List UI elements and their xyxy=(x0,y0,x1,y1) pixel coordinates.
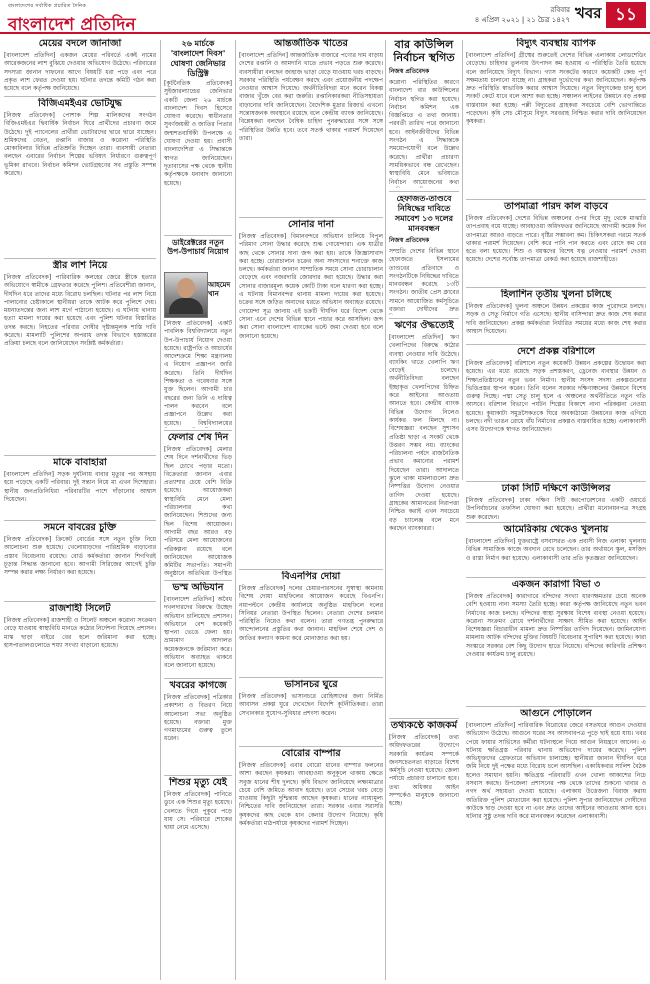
byline: নিজস্ব প্রতিবেদক xyxy=(389,237,430,244)
article-rule xyxy=(389,191,459,192)
headline: মাকে বাবাহারা xyxy=(53,457,107,468)
logo xyxy=(8,3,136,40)
article-body: [বাংলাদেশ প্রতিদিন] অবৈধ দখলদারদের বিরুদ্ধে উচ্ছেদ অভিযান চালিয়েছে প্রশাসন। অভিযানে বেশ কয়েকটি স্থাপনা ভেঙে ফেলা হয়। ভ্রাম্যমাণ আদালত কয়েকজনকে জরিমানা করে। অভিযান অব্যাহত থাকবে বলে জানানো হয়েছে। xyxy=(164,596,232,670)
article-body: [নিজস্ব প্রতিবেদক] ভাসানচরে রোহিঙ্গাদের জন্য নির্মিত আবাসন প্রকল্প ঘুরে দেখেছেন বিদেশি কূটনীতিকরা। তারা সেখানকার সুযোগ-সুবিধার প্রশংসা করেন। xyxy=(239,693,383,717)
article-body: [নিজস্ব প্রতিবেদক] রাজশাহী ও সিলেট অঞ্চলে করোনা সংক্রমণ বেড়ে যাওয়ায় স্বাস্থ্যবিধি মানতে কঠোর নির্দেশনা দিয়েছে প্রশাসন। মাস্ক ছাড়া বাইরে বের হলে জরিমানা করা হচ্ছে। হাসপাতালগুলোতে শয্যা সংখ্যা বাড়ানো হয়েছে। xyxy=(4,617,156,649)
article-rule xyxy=(466,577,646,578)
article xyxy=(466,38,646,196)
article-body: [বাংলাদেশ প্রতিদিন] গ্রীষ্মের শুরুতেই দেশের বিভিন্ন এলাকায় লোডশেডিং বেড়েছে। চাহিদার তুলনায় উৎপাদন কম হওয়ায় এ পরিস্থিতি তৈরি হয়েছে বলে জানিয়েছে বিদ্যুৎ বিভাগ। গ্যাস সংকটের কারণে কয়েকটি কেন্দ্র পূর্ণ সক্ষমতায় চালানো যাচ্ছে না। গ্রাহকরা দুর্ভোগের কথা জানিয়েছেন। কর্তৃপক্ষ দ্রুত পরিস্থিতি স্বাভাবিক করার আশ্বাস দিয়েছে। নতুন বিদ্যুৎকেন্দ্র চালু হলে সংকট কেটে যাবে বলে আশা করা হচ্ছে। সঞ্চালন লাইনের উন্নয়নে বড় প্রকল্প বাস্তবায়ন করা হচ্ছে। পল্লী বিদ্যুতের গ্রাহকরা সবচেয়ে বেশি ভোগান্তিতে পড়েছেন। কৃষি সেচ মৌসুমে বিদ্যুৎ সরবরাহ নিশ্চিত করার দাবি জানিয়েছেন কৃষকরা। xyxy=(466,52,646,126)
section-title: খবর xyxy=(575,4,602,22)
headline: বিজিএমইএর ভোটযুদ্ধ xyxy=(38,98,122,109)
headline: বিদ্যুৎ ব্যবস্থায় ব্যাপক xyxy=(516,38,596,49)
article-rule xyxy=(4,601,156,602)
article-body: [নিজস্ব প্রতিবেদক] বরিশালে নতুন কয়েকটি উন্নয়ন প্রকল্পের উদ্বোধন করা হয়েছে। এর মধ্যে রয়েছে সড়ক প্রশস্তকরণ, ড্রেনেজ ব্যবস্থার উন্নয়ন ও শিক্ষাপ্রতিষ্ঠানের নতুন ভবন নির্মাণ। স্থানীয় সংসদ সদস্য প্রকল্পগুলোর ভিত্তিপ্রস্তর স্থাপন করেন। তিনি বলেন সরকার দক্ষিণাঞ্চলের উন্নয়নে বিশেষ গুরুত্ব দিচ্ছে। পদ্মা সেতু চালু হলে এ অঞ্চলের অর্থনীতিতে নতুন গতি আসবে। বরিশাল বিভাগে পর্যটন শিল্পের বিকাশে নানা পরিকল্পনা নেওয়া হয়েছে। কুয়াকাটা সমুদ্রসৈকতকে ঘিরে অবকাঠামো উন্নয়নের কাজ এগিয়ে চলছে। নদী ভাঙন রোধে বাঁধ নির্মাণের প্রকল্পও বাস্তবায়িত হচ্ছে। এলাকাবাসী এসব উদ্যোগকে স্বাগত জানিয়েছেন। xyxy=(466,360,646,434)
headline: আগুনে পোড়ালেন xyxy=(520,708,592,719)
article-rule xyxy=(389,718,459,719)
headline: তাপমাত্রা পারদ কাল বাড়বে xyxy=(504,201,608,212)
article-rule xyxy=(389,318,459,319)
headline: শিশুর মৃত্যু যেই xyxy=(169,777,227,788)
article-body: [নিজস্ব প্রতিবেদক] কারাগারে বন্দিদের সংখ্যা ধারণক্ষমতার চেয়ে অনেক বেশি হওয়ায় নানা সমস্যা তৈরি হচ্ছে। কারা কর্তৃপক্ষ জানিয়েছে নতুন ভবন নির্মাণের কাজ চলছে। বন্দিদের স্বাস্থ্য সুরক্ষায় বিশেষ ব্যবস্থা নেওয়া হয়েছে। করোনা সংক্রমণ রোধে দর্শনার্থীদের সাক্ষাৎ সীমিত করা হয়েছে। আইন বিশেষজ্ঞরা বিচারাধীন মামলা দ্রুত নিষ্পত্তির তাগিদ দিয়েছেন। জামিনযোগ্য মামলায় আটক বন্দিদের মুক্তির বিষয়টি বিবেচনার সুপারিশ করা হয়েছে। কারা সংস্কারে সরকার বেশ কিছু উদ্যোগ হাতে নিয়েছে। বন্দিদের কারিগরি প্রশিক্ষণ দেওয়ার কার্যক্রম চালু রয়েছে। xyxy=(466,593,646,659)
column-rule xyxy=(160,40,161,980)
article-rule xyxy=(239,569,383,570)
headline: ঋণের ঔদ্ধত্যেই xyxy=(394,320,454,331)
article-body: [কূটনৈতিক প্রতিবেদক] সুইজারল্যান্ডের জেনিভার একটি জেলা ২৬ মার্চকে বাংলাদেশ দিবস হিসেবে ঘোষণা করেছে। স্বাধীনতার সুবর্ণজয়ন্তী ও জাতির পিতার জন্মশতবার্ষিকী উপলক্ষে এ ঘোষণা দেওয়া হয়। প্রবাসী বাংলাদেশিরা এ সিদ্ধান্তকে স্বাগত জানিয়েছেন। দূতাবাসের পক্ষ থেকে স্থানীয় কর্তৃপক্ষকে ধন্যবাদ জানানো হয়েছে। xyxy=(164,80,232,187)
headline: সমনে বাবরের চুক্তি xyxy=(43,522,117,533)
date-label: ৪ এপ্রিল ২০২১ | ২১ চৈত্র ১৪২৭ xyxy=(474,16,570,24)
article xyxy=(4,260,156,452)
article-body: [নিজস্ব প্রতিবেদক] পত্রিকার প্রকাশনা ও বিতরণ নিয়ে আলোচনা সভা অনুষ্ঠিত হয়েছে। বক্তারা মুক্ত গণমাধ্যমের গুরুত্ব তুলে ধরেন। xyxy=(164,694,232,743)
article-body: [নিজস্ব প্রতিবেদক] দলের চেয়ারপারসনের সুস্বাস্থ্য কামনায় বিশেষ দোয়া মাহফিলের আয়োজন করেছে বিএনপি। নয়াপল্টনে কেন্দ্রীয় কার্যালয়ে অনুষ্ঠিত মাহফিলে দলের সিনিয়র নেতারা উপস্থিত ছিলেন। নেতারা দেশের চলমান পরিস্থিতি নিয়েও কথা বলেন। তারা গণতন্ত্র পুনরুদ্ধারে আন্দোলনের প্রস্তুতির কথা জানান। মাহফিল শেষে দেশ ও জাতির কল্যাণ কামনা করে মোনাজাত করা হয়। xyxy=(239,585,383,642)
article-body: [নিজস্ব প্রতিবেদক] পোশাক শিল্প মালিকদের সংগঠন বিজিএমইএর দ্বিবার্ষিক নির্বাচন ঘিরে প্রার্থীদের প্রচারণা জমে উঠেছে। দুই প্যানেলের প্রার্থীরা ভোটারদের দ্বারে দ্বারে যাচ্ছেন। শ্রমিকদের বেতন, রপ্তানি বাজার ও করোনা পরিস্থিতি মোকাবিলার বিভিন্ন প্রতিশ্রুতি দিচ্ছেন তারা। ব্যবসায়ী নেতারা বলছেন এবারের নির্বাচন শিল্পের ভবিষ্যৎ নির্ধারণে গুরুত্বপূর্ণ ভূমিকা রাখবে। নির্বাচন কমিশন ভোটগ্রহণের সব প্রস্তুতি সম্পন্ন করেছে। xyxy=(4,112,156,178)
page-number: ১১ xyxy=(606,2,646,28)
photo-shoulders xyxy=(169,298,203,314)
column-rule xyxy=(235,40,236,980)
article-rule xyxy=(466,481,646,482)
headline: বার কাউন্সিল নির্বাচন স্থগিত xyxy=(393,38,455,64)
article xyxy=(4,603,156,980)
article xyxy=(164,777,232,980)
headline: ২৬ মার্চকে 'বাংলাদেশ দিবস' ঘোষণা জেনিভার ডিস্ট্রিক্ট xyxy=(170,38,226,78)
headline: তথ্যকণ্ঠে কাজকর্ম xyxy=(390,720,458,731)
article-rule xyxy=(239,746,383,747)
article-rule xyxy=(164,580,232,581)
headline: স্ত্রীর লাশ নিয়ে xyxy=(52,260,108,271)
article xyxy=(239,748,383,980)
article xyxy=(389,193,459,315)
article-heading xyxy=(164,238,232,268)
article-body: [বাংলাদেশ প্রতিদিন] যুক্তরাষ্ট্রে বসবাসরত এক প্রবাসী নিজ এলাকা খুলনায় বিভিন্ন সামাজিক কাজে অবদান রেখে চলেছেন। তার অর্থায়নে স্কুল, মসজিদ ও রাস্তা নির্মাণ করা হয়েছে। এলাকাবাসী তার প্রতি কৃতজ্ঞতা জানিয়েছেন। xyxy=(466,538,646,562)
article-body: [নিজস্ব প্রতিবেদক] খুলনা অঞ্চলে উন্নয়ন প্রকল্পের কাজ পুরোদমে চলছে। সড়ক ও সেতু নির্মাণে গতি এসেছে। স্থানীয় বাসিন্দারা দ্রুত কাজ শেষ করার দাবি জানিয়েছেন। প্রকল্প কর্মকর্তারা নির্ধারিত সময়ের মধ্যে কাজ শেষ করার আশ্বাস দিয়েছেন। xyxy=(466,303,646,335)
article xyxy=(389,38,459,188)
masthead xyxy=(0,0,650,34)
article xyxy=(239,679,383,743)
article-body: [নিজস্ব প্রতিবেদক] পারিবারিক কলহের জেরে স্ত্রীকে হত্যার অভিযোগে স্বামীকে গ্রেফতার করেছে পুলিশ। প্রতিবেশীরা জানান, দীর্ঘদিন ধরে তাদের মধ্যে বিরোধ চলছিল। ঘটনার পর লাশ নিয়ে পালানোর চেষ্টাকালে স্থানীয়রা তাকে আটক করে পুলিশে দেয়। ময়নাতদন্তের জন্য লাশ মর্গে পাঠানো হয়েছে। এ ঘটনায় থানায় হত্যা মামলা দায়ের করা হয়েছে এবং পুলিশ ঘটনার বিস্তারিত তদন্ত করছে। নিহতের পরিবার দোষীর দৃষ্টান্তমূলক শাস্তি দাবি করেছে। মামলাটি পুলিশের অপরাধ তদন্ত বিভাগে হস্তান্তরের প্রক্রিয়া চলছে বলে জানিয়েছেন সংশ্লিষ্ট কর্মকর্তারা। xyxy=(4,274,156,348)
article xyxy=(164,680,232,772)
article xyxy=(164,582,232,676)
article-body: [নিজস্ব প্রতিবেদক] ক্রিকেট বোর্ডের সঙ্গে নতুন চুক্তি নিয়ে আলোচনা শুরু হয়েছে। খেলোয়াড়দের পারিশ্রমিক বাড়ানোর প্রস্তাব বিবেচনায় রয়েছে। বোর্ড কর্মকর্তারা জানান শিগগিরই চূড়ান্ত সিদ্ধান্ত জানানো হবে। আগামী সিরিজের আগেই চুক্তি সম্পন্ন করার লক্ষ্য নির্ধারণ করা হয়েছে। xyxy=(4,536,156,577)
article-rule xyxy=(4,96,156,97)
article xyxy=(466,579,646,703)
article xyxy=(466,201,646,284)
article-rule xyxy=(4,258,156,259)
headline: একজন কারাগা বিভা ৩ xyxy=(511,579,601,590)
article-body: সম্প্রতি দেশের বিভিন্ন স্থানে হেফাজতে ইসলামের তাণ্ডবের প্রতিবাদে ও সংগঠনটিকে নিষিদ্ধের দাবিতে মানববন্ধন করেছে ১৩টি সংগঠন। জাতীয় প্রেস ক্লাবের সামনে আয়োজিত কর্মসূচিতে বক্তারা দোষীদের দ্রুত xyxy=(389,248,459,314)
article xyxy=(466,289,646,341)
article-body: [নিজস্ব প্রতিবেদক] একটি পাবলিক বিশ্ববিদ্যালয়ে নতুন উপ-উপাচার্য নিয়োগ দেওয়া হয়েছে। রাষ্ট্রপতি ও আচার্যের আদেশক্রমে শিক্ষা মন্ত্রণালয় এ নিয়োগ প্রজ্ঞাপন জারি করেছে। তিনি দীর্ঘদিন শিক্ষকতা ও গবেষণার সঙ্গে যুক্ত ছিলেন। আগামী চার বছরের জন্য তিনি এ দায়িত্ব পালন করবেন বলে প্রজ্ঞাপনে উল্লেখ করা হয়েছে। বিশ্ববিদ্যালয়ের xyxy=(164,320,232,427)
article-body: [নিজস্ব প্রতিবেদক] তথ্য অধিদফতরের উদ্যোগে সরকারি কার্যক্রম সম্পর্কে জনসচেতনতা বাড়াতে বিশেষ কর্মসূচি নেওয়া হয়েছে। জেলা পর্যায়ে প্রচারণা চালানো হবে। তথ্য অধিকার আইন সম্পর্কেও মানুষকে জানানো হচ্ছে। xyxy=(389,734,459,808)
article-rule xyxy=(4,455,156,456)
article-body: [নিজস্ব প্রতিবেদক] মেলার শেষ দিনে দর্শনার্থীদের ভিড় ছিল চোখে পড়ার মতো। বিক্রেতারা জানান এবার প্রত্যাশার চেয়ে বেশি বিক্রি হয়েছে। আয়োজকরা স্বাস্থ্যবিধি মেনে মেলা পরিচালনার কথা জানিয়েছেন। শিশুদের জন্য ছিল বিশেষ আয়োজন। আগামী বছর আরও বড় পরিসরে মেলা আয়োজনের পরিকল্পনা রয়েছে বলে জানিয়েছেন আয়োজক কমিটির সভাপতি। সমাপনী অনুষ্ঠানে অতিথিরা উপস্থিত xyxy=(164,446,232,578)
headline: রাজশাহী সিলেট xyxy=(49,603,111,614)
headline: দেশে প্রকল্প বরিশালে xyxy=(517,346,595,357)
article xyxy=(466,524,646,574)
article-body: [বাংলাদেশ প্রতিদিন] ঋণ খেলাপিদের বিরুদ্ধে কঠোর ব্যবস্থা নেওয়ার দাবি উঠেছে। ব্যাংকিং খাতে খেলাপি ঋণ বেড়েই চলেছে। অর্থনীতিবিদরা বলছেন ইচ্ছাকৃত খেলাপিদের চিহ্নিত করে আইনের আওতায় আনতে হবে। কেন্দ্রীয় ব্যাংক বিভিন্ন উদ্যোগ নিলেও কার্যকর ফল মিলছে না। বিশেষজ্ঞরা বলছেন সুশাসন প্রতিষ্ঠা ছাড়া এ সংকট থেকে উত্তরণ সম্ভব নয়। ব্যাংকের পরিচালনা পর্ষদে রাজনৈতিক প্রভাব কমানোর পরামর্শ দিয়েছেন তারা। আদালতে ঝুলে থাকা মামলাগুলো দ্রুত নিষ্পত্তির উদ্যোগ নেওয়ার তাগিদ দেওয়া হয়েছে। গ্রাহকের আমানতের নিরাপত্তা নিশ্চিত করাই এখন সবচেয়ে বড় চ্যালেঞ্জ বলে মনে করছেন ব্যাংকাররা। xyxy=(389,334,459,532)
article xyxy=(164,38,232,232)
headline: সোনার দানা xyxy=(287,219,334,230)
logo-tagline: বাংলাদেশের সর্বাধিক প্রচারিত দৈনিক xyxy=(8,3,87,9)
article-body: করোনা পরিস্থিতির কারণে বাংলাদেশ বার কাউন্সিলের নির্বাচন স্থগিত করা হয়েছে। নির্বাচন কমিশন এক বিজ্ঞপ্তিতে এ তথ্য জানায়। পরবর্তী তারিখ পরে জানানো হবে। আইনজীবীদের বিভিন্ন সংগঠন এ সিদ্ধান্তকে সময়োপযোগী বলে উল্লেখ করেছে। প্রার্থীরা প্রচারণা সাময়িকভাবে বন্ধ রেখেছেন। স্বাস্থ্যবিধি মেনে ভবিষ্যতে নির্বাচন আয়োজনের কথা xyxy=(389,79,459,186)
article-rule xyxy=(239,677,383,678)
author-name: আহমেদ খান xyxy=(208,280,231,298)
dateline xyxy=(450,5,570,25)
article-body: [নিজস্ব প্রতিবেদক] এবার বোরো ধানের বাম্পার ফলনের আশা করছেন কৃষকরা। আবহাওয়া অনুকূলে থাকায় ক্ষেতে সবুজ ধানের শীষ দুলছে। কৃষি বিভাগ জানিয়েছে লক্ষ্যমাত্রার চেয়ে বেশি জমিতে আবাদ হয়েছে। তবে সেচের খরচ বেড়ে যাওয়ায় কিছুটা দুশ্চিন্তায় আছেন কৃষকরা। ধানের ন্যায্যমূল্য নিশ্চিতের দাবি জানিয়েছেন তারা। সরকার এবার সরাসরি কৃষকদের কাছ থেকে ধান কেনার উদ্যোগ নিয়েছে। কৃষি কর্মকর্তারা মাঠপর্যায়ে কৃষকদের পরামর্শ দিচ্ছেন। xyxy=(239,762,383,828)
headline: ভাসানচর ঘুরে xyxy=(284,679,338,690)
article-body: [নিজস্ব প্রতিবেদক] ঢাকা দক্ষিণ সিটি করপোরেশনের একটি ওয়ার্ডে উপনির্বাচনের তফসিল ঘোষণা করা হয়েছে। প্রার্থীরা মনোনয়নপত্র সংগ্রহ শুরু করেছেন। xyxy=(466,497,646,519)
article xyxy=(164,320,232,428)
article-body: [নিজস্ব প্রতিবেদক] দেশের বিভিন্ন অঞ্চলের ওপর দিয়ে মৃদু থেকে মাঝারি তাপপ্রবাহ বয়ে যাচ্ছে। আবহাওয়া অধিদফতর জানিয়েছে আগামী কয়েক দিন তাপমাত্রা আরও বাড়তে পারে। বৃষ্টির সম্ভাবনা কম। চিকিৎসকরা গরমে সতর্ক থাকার পরামর্শ দিয়েছেন। বেশি করে পানি পান করতে এবং রোদে কম বের হতে বলা হয়েছে। শিশু ও বয়স্কদের বিশেষ যত্ন নেওয়ার পরামর্শ দেওয়া হয়েছে। দেশের সর্বোচ্চ তাপমাত্রা রেকর্ড করা হয়েছে রাজশাহীতে। xyxy=(466,215,646,264)
article xyxy=(4,38,156,94)
headline: বিএনপির দোয়া xyxy=(281,571,341,582)
headline: মেয়ের বদলে জানাজা xyxy=(38,38,122,49)
article xyxy=(239,38,383,214)
headline: হিলাশিন তৃতীয় খুলনা চলিছে xyxy=(500,289,612,300)
headline: ডাইরেক্টরের নতুন উপ-উপাচার্য নিয়োগ xyxy=(167,238,229,256)
article xyxy=(389,320,459,715)
article xyxy=(4,457,156,517)
byline: নিজস্ব প্রতিবেদক xyxy=(389,68,430,75)
article xyxy=(466,346,646,478)
article-body: [বাংলাদেশ প্রতিদিন] সড়ক দুর্ঘটনায় বাবার মৃত্যুর পর অসহায় হয়ে পড়েছে একটি পরিবার। দুই সন্তান নিয়ে মা এখন দিশেহারা। স্থানীয় জনপ্রতিনিধিরা পরিবারটির পাশে দাঁড়ানোর আশ্বাস দিয়েছেন। xyxy=(4,471,156,503)
column-rule xyxy=(462,40,463,480)
headline: আন্তর্জাতিক খাতের xyxy=(274,38,348,49)
article-rule xyxy=(466,287,646,288)
headline: হেফাজত-তাণ্ডবে নিষিদ্ধের দাবিতে সমাবেশ ১৩ দলের মানববন্ধন xyxy=(394,193,454,233)
article xyxy=(239,571,383,674)
article-rule xyxy=(4,520,156,521)
photo-head xyxy=(177,278,195,298)
headline: ঢাকা সিটি দক্ষিণে কাউন্সিলর xyxy=(501,483,611,494)
headline: আমেরিকায় থেকেও খুলনায় xyxy=(503,524,609,535)
article-body: [নিজস্ব প্রতিবেদক] বিমানবন্দরে অভিযান চালিয়ে বিপুল পরিমাণ সোনা উদ্ধার করেছে শুল্ক গোয়েন্দারা। এক যাত্রীর কাছ থেকে সোনার দানা জব্দ করা হয়। তাকে জিজ্ঞাসাবাদ করা হচ্ছে। চোরাচালান চক্রের অন্য সদস্যদের শনাক্তে কাজ চলছে। কর্মকর্তারা জানান সাম্প্রতিক সময়ে সোনা চোরাচালান বেড়েছে এবং নজরদারি জোরদার করা হয়েছে। উদ্ধার করা সোনার বাজারমূল্য কয়েক কোটি টাকা বলে ধারণা করা হচ্ছে। এ ঘটনায় বিমানবন্দর থানায় মামলা দায়ের করা হয়েছে। চক্রের সঙ্গে জড়িত অন্যদের ধরতে অভিযান অব্যাহত রয়েছে। গোয়েন্দা সূত্র জানায় এই চক্রটি দীর্ঘদিন ধরে বিদেশ থেকে সোনা এনে দেশের বিভিন্ন স্থানে পাচার করে আসছিল। জব্দ করা সোনা বাংলাদেশ ব্যাংকের ভল্টে জমা দেওয়া হবে বলে জানানো হয়েছে। xyxy=(239,233,383,340)
article-body: [নিজস্ব প্রতিবেদক] পানিতে ডুবে এক শিশুর মৃত্যু হয়েছে। খেলতে গিয়ে পুকুরে পড়ে যায় সে। পরিবারে শোকের ছায়া নেমে এসেছে। xyxy=(164,791,232,832)
article-rule xyxy=(164,430,232,431)
article-rule xyxy=(164,235,232,236)
article xyxy=(4,98,156,255)
column-rule xyxy=(385,40,386,980)
article-rule xyxy=(164,775,232,776)
article-body: [বাংলাদেশ প্রতিদিন] একজন মেয়ের পরিবর্তে একই নামের আরেকজনের লাশ বুঝিয়ে দেওয়ার অভিযোগ উঠেছে। পরিবারের সদস্যরা জানান দাফনের আগে বিষয়টি ধরা পড়ে এবং পরে প্রকৃত লাশ ফেরত দেওয়া হয়। ঘটনার তদন্তে কমিটি গঠন করা হয়েছে বলে কর্তৃপক্ষ জানিয়েছে। xyxy=(4,52,156,93)
article-rule xyxy=(466,344,646,345)
headline: ভস্ম অভিযান xyxy=(172,582,224,593)
article-rule xyxy=(466,522,646,523)
logo-text: বাংলাদেশ প্রতিদিন xyxy=(8,15,136,35)
article xyxy=(466,708,646,980)
article-rule xyxy=(164,678,232,679)
article-rule xyxy=(466,706,646,707)
headline: বোরোর বাম্পার xyxy=(281,748,341,759)
article-rule xyxy=(239,217,383,218)
article-rule xyxy=(466,199,646,200)
article-body: [বাংলাদেশ প্রতিদিন] আন্তর্জাতিক বাজারে পণ্যের দাম বাড়ায় দেশের রপ্তানি ও আমদানি খাতে প্রভাব পড়তে শুরু করেছে। ব্যবসায়ীরা বলছেন জাহাজ ভাড়া বেড়ে যাওয়ায় খরচ বাড়ছে। সরকার পরিস্থিতি পর্যবেক্ষণ করছে এবং প্রয়োজনীয় পদক্ষেপ নেওয়ার আশ্বাস দিয়েছে। অর্থনীতিবিদরা মনে করেন বিকল্প বাজার খুঁজে বের করা জরুরি। রপ্তানিকারকরা নীতিসহায়তা বাড়ানোর দাবি জানিয়েছেন। বৈদেশিক মুদ্রার রিজার্ভ এখনো সন্তোষজনক অবস্থানে রয়েছে বলে কেন্দ্রীয় ব্যাংক জানিয়েছে। বিশ্লেষকরা বলছেন বৈশ্বিক চাহিদা পুনরুদ্ধারের সঙ্গে সঙ্গে পরিস্থিতির উন্নতি হবে। তবে সতর্ক থাকার পরামর্শ দিয়েছেন তারা। xyxy=(239,52,383,142)
article xyxy=(389,720,459,980)
author-photo xyxy=(164,272,208,318)
article xyxy=(4,522,156,598)
day-label: রবিবার xyxy=(550,6,570,14)
article xyxy=(239,219,383,566)
headline: ফেলার শেষ দিন xyxy=(167,432,229,443)
article-body: [বাংলাদেশ প্রতিদিন] পারিবারিক বিরোধের জেরে বসতঘরে আগুন দেওয়ার অভিযোগ উঠেছে। আগুনে ঘরের সব আসবাবপত্র পুড়ে ছাই হয়ে যায়। খবর পেয়ে ফায়ার সার্ভিসের কর্মীরা ঘটনাস্থলে গিয়ে আগুন নিয়ন্ত্রণে আনেন। এ ঘটনায় ক্ষতিগ্রস্ত পরিবার থানায় অভিযোগ দায়ের করেছে। পুলিশ অভিযুক্তদের গ্রেফতারে অভিযান চালাচ্ছে। স্থানীয়রা জানান দীর্ঘদিন ধরে জমি নিয়ে দুই পক্ষের মধ্যে বিরোধ চলে আসছিল। একাধিকবার সালিশ বৈঠক হলেও সমাধান হয়নি। ক্ষতিগ্রস্ত পরিবারটি এখন খোলা আকাশের নিচে বসবাস করছে। উপজেলা প্রশাসনের পক্ষ থেকে তাদের শুকনো খাবার ও নগদ অর্থ সহায়তা দেওয়া হয়েছে। এলাকায় উত্তেজনা বিরাজ করায় অতিরিক্ত পুলিশ মোতায়েন করা হয়েছে। পুলিশ সুপার জানিয়েছেন দোষীদের কাউকে ছাড় দেওয়া হবে না এবং দ্রুত তাদের আইনের আওতায় আনা হবে। ঘটনার সুষ্ঠু তদন্ত দাবি করে মানববন্ধন করেছেন এলাকাবাসী। xyxy=(466,722,646,821)
article xyxy=(466,483,646,519)
headline: খবরের কাগজে xyxy=(169,680,227,691)
article xyxy=(164,432,232,578)
